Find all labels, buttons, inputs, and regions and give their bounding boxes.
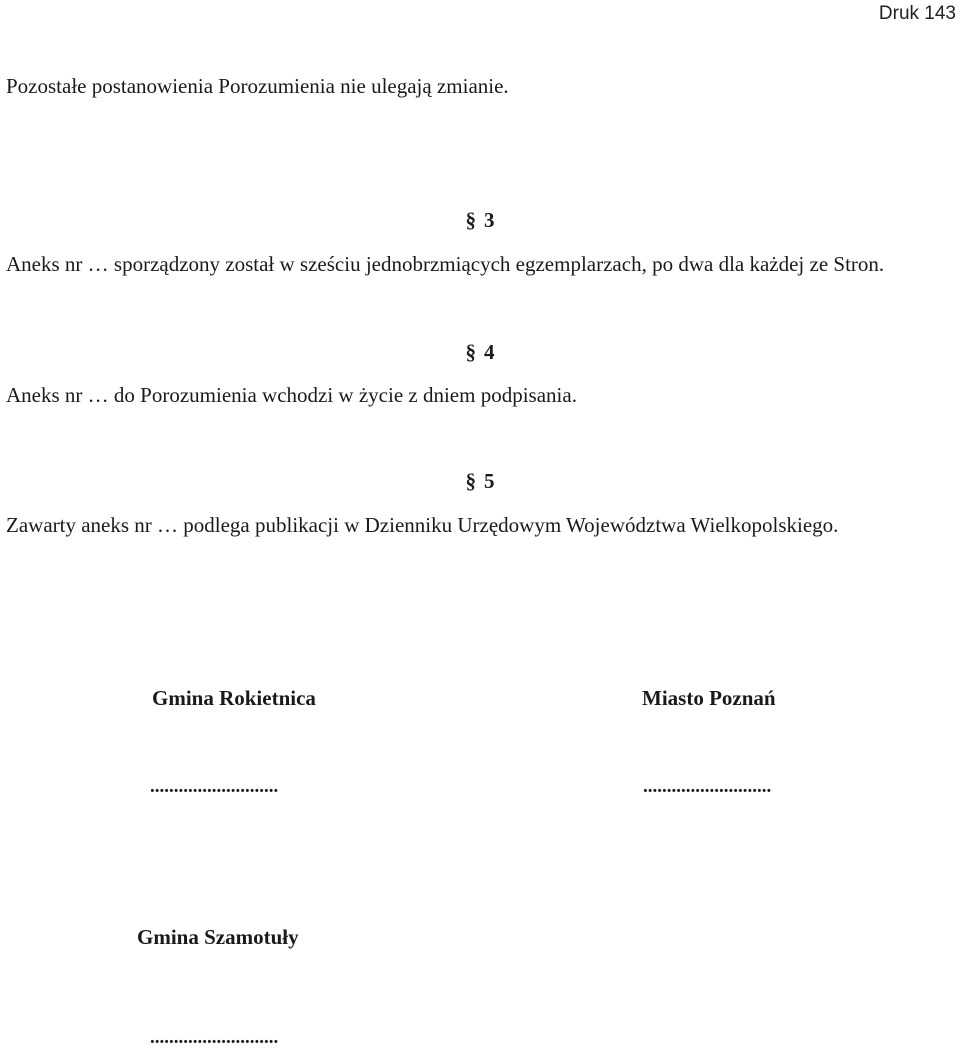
signature-party-name: Gmina Szamotuły — [137, 925, 299, 949]
print-number-label: Druk 143 — [878, 3, 956, 24]
signature-line: ........................... — [150, 1027, 279, 1048]
signature-party-name: Miasto Poznań — [642, 686, 776, 710]
signature-line: ........................... — [150, 776, 279, 797]
section-heading-4 — [0, 338, 960, 366]
section-3-paragraph: Aneks nr … sporządzony został w sześciu jednobrzmiących egzemplarzach, po dwa dla każdej ze Stron. — [6, 252, 885, 276]
section-sign-icon: § — [465, 208, 476, 232]
section-sign-icon: § — [465, 469, 476, 493]
section-number: 5 — [484, 469, 495, 493]
signature-party-name: Gmina Rokietnica — [152, 686, 316, 710]
section-heading-3 — [0, 206, 960, 234]
section-5-paragraph: Zawarty aneks nr … podlega publikacji w Dzienniku Urzędowym Województwa Wielkopolskiego. — [6, 513, 839, 537]
section-4-paragraph: Aneks nr … do Porozumienia wchodzi w życie z dniem podpisania. — [6, 383, 577, 407]
signature-line: ........................... — [643, 776, 772, 797]
section-number: 3 — [484, 208, 495, 232]
intro-paragraph: Pozostałe postanowienia Porozumienia nie ulegają zmianie. — [6, 74, 509, 98]
section-number: 4 — [484, 340, 495, 364]
section-heading-5 — [0, 467, 960, 495]
section-sign-icon: § — [465, 340, 476, 364]
